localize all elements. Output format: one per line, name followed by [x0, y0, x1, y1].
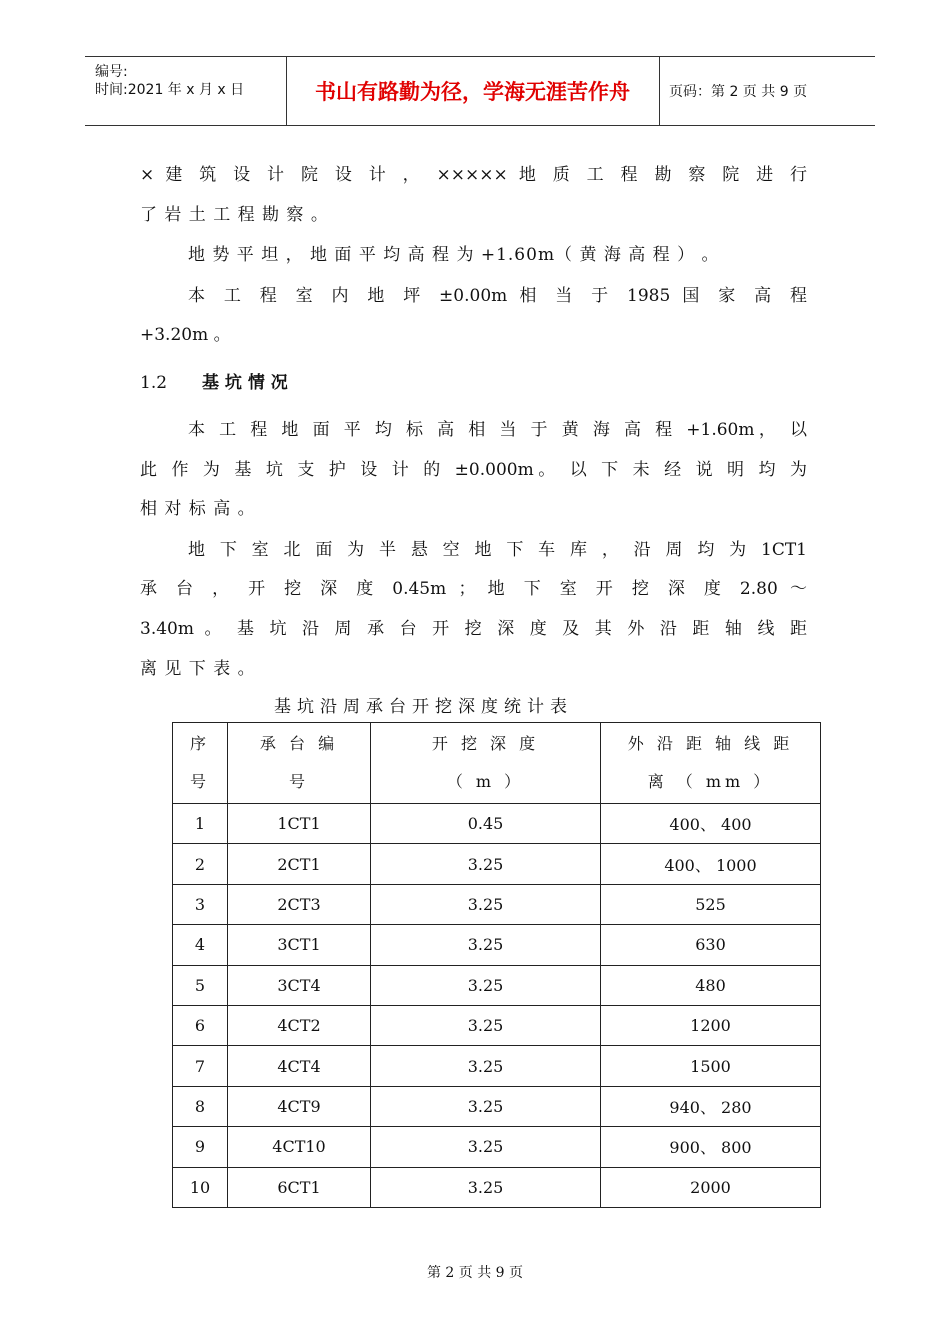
paragraph-line: × 建 筑 设 计 院 设 计 ， ××××× 地 质 工 程 勘 察 院 进 行 [140, 165, 807, 185]
cell-distance: 400、 1000 [601, 844, 821, 884]
cell-depth: 3.25 [371, 965, 601, 1005]
cell-distance: 630 [601, 925, 821, 965]
paragraph-line: 本 工 程 室 内 地 坪 ±0.00m 相 当 于 1985 国 家 高 程 [188, 286, 807, 306]
paragraph-line: 离 见 下 表 。 [140, 659, 256, 679]
cell-number: 9 [173, 1127, 228, 1167]
cell-cap-id: 6CT1 [228, 1167, 371, 1207]
paragraph-line: 本 工 程 地 面 平 均 标 高 相 当 于 黄 海 高 程 +1.60m， 以 [188, 420, 807, 440]
cell-cap-id: 4CT9 [228, 1086, 371, 1126]
header-text: （ m ） [446, 772, 525, 791]
cell-depth: 3.25 [371, 844, 601, 884]
cell-distance: 2000 [601, 1167, 821, 1207]
document-time-label: 时间:2021 年 x 月 x 日 [95, 82, 245, 98]
cell-number: 4 [173, 925, 228, 965]
table-row [173, 844, 821, 884]
cell-depth: 3.25 [371, 1127, 601, 1167]
page-footer: 第 2 页 共 9 页 [426, 1265, 524, 1281]
header-text: 序 [189, 734, 210, 753]
cell-number: 7 [173, 1046, 228, 1086]
paragraph-line: 相 对 标 高 。 [140, 499, 256, 519]
cell-number: 5 [173, 965, 228, 1005]
paragraph-line: 承 台 ， 开 挖 深 度 0.45m ； 地 下 室 开 挖 深 度 2.80 ～ [140, 579, 807, 599]
paragraph-line: 地 下 室 北 面 为 半 悬 空 地 下 车 库 ， 沿 周 均 为 1CT1 [188, 540, 807, 560]
paragraph-line: 3.40m 。 基 坑 沿 周 承 台 开 挖 深 度 及 其 外 沿 距 轴 线 距 [140, 619, 807, 639]
page-header [85, 56, 875, 126]
section-heading [140, 368, 288, 393]
cell-depth: 3.25 [371, 1167, 601, 1207]
header-text: 外 沿 距 轴 线 距 [627, 734, 794, 753]
cell-depth: 3.25 [371, 1046, 601, 1086]
cell-depth: 0.45 [371, 804, 601, 844]
cell-distance: 1500 [601, 1046, 821, 1086]
table-row [173, 1005, 821, 1045]
column-header-depth [371, 723, 601, 804]
cell-number: 2 [173, 844, 228, 884]
cell-cap-id: 4CT10 [228, 1127, 371, 1167]
cell-number: 8 [173, 1086, 228, 1126]
cell-distance: 900、 800 [601, 1127, 821, 1167]
cell-cap-id: 4CT4 [228, 1046, 371, 1086]
cell-depth: 3.25 [371, 884, 601, 924]
table-row [173, 965, 821, 1005]
table-row [173, 1086, 821, 1126]
header-text: 离 （ mm ） [647, 772, 774, 791]
header-divider [659, 57, 660, 125]
cell-number: 3 [173, 884, 228, 924]
table-header-row [173, 723, 821, 804]
table-row [173, 1127, 821, 1167]
statistics-table [172, 722, 821, 1208]
header-page-info: 页码：第 2 页 共 9 页 [669, 84, 808, 100]
table-row [173, 804, 821, 844]
cell-cap-id: 2CT3 [228, 884, 371, 924]
cell-number: 6 [173, 1005, 228, 1045]
cell-cap-id: 3CT4 [228, 965, 371, 1005]
cell-cap-id: 4CT2 [228, 1005, 371, 1045]
section-number: 1.2 [140, 373, 168, 393]
header-text: 承 台 编 [259, 734, 339, 753]
table-row [173, 925, 821, 965]
table-caption: 基坑沿周承台开挖深度统计表 [274, 697, 573, 717]
document-number-label: 编号: [95, 64, 128, 80]
paragraph-line: +3.20m 。 [140, 325, 231, 345]
cell-distance: 400、 400 [601, 804, 821, 844]
cell-number: 1 [173, 804, 228, 844]
cell-distance: 480 [601, 965, 821, 1005]
cell-distance: 525 [601, 884, 821, 924]
paragraph-line: 此 作 为 基 坑 支 护 设 计 的 ±0.000m。 以 下 未 经 说 明 均 为 [140, 460, 807, 480]
table-row [173, 1046, 821, 1086]
header-meta [95, 63, 244, 99]
table-row [173, 1167, 821, 1207]
cell-cap-id: 2CT1 [228, 844, 371, 884]
column-header-cap-id [228, 723, 371, 804]
header-text: 开 挖 深 度 [431, 734, 540, 753]
cell-cap-id: 1CT1 [228, 804, 371, 844]
section-title: 基 坑 情 况 [202, 373, 288, 393]
cell-number: 10 [173, 1167, 228, 1207]
paragraph-line: 了 岩 土 工 程 勘 察 。 [140, 205, 329, 225]
table-row [173, 884, 821, 924]
cell-distance: 940、 280 [601, 1086, 821, 1126]
cell-distance: 1200 [601, 1005, 821, 1045]
header-motto: 书山有路勤为径，学海无涯苦作舟 [315, 80, 630, 104]
cell-depth: 3.25 [371, 1086, 601, 1126]
cell-cap-id: 3CT1 [228, 925, 371, 965]
column-header-number [173, 723, 228, 804]
header-text: 号 [288, 772, 309, 791]
cell-depth: 3.25 [371, 1005, 601, 1045]
paragraph-line: 地 势 平 坦 ， 地 面 平 均 高 程 为 +1.60m（ 黄 海 高 程 ） 。 [188, 245, 720, 265]
cell-depth: 3.25 [371, 925, 601, 965]
column-header-distance [601, 723, 821, 804]
header-text: 号 [189, 772, 210, 791]
